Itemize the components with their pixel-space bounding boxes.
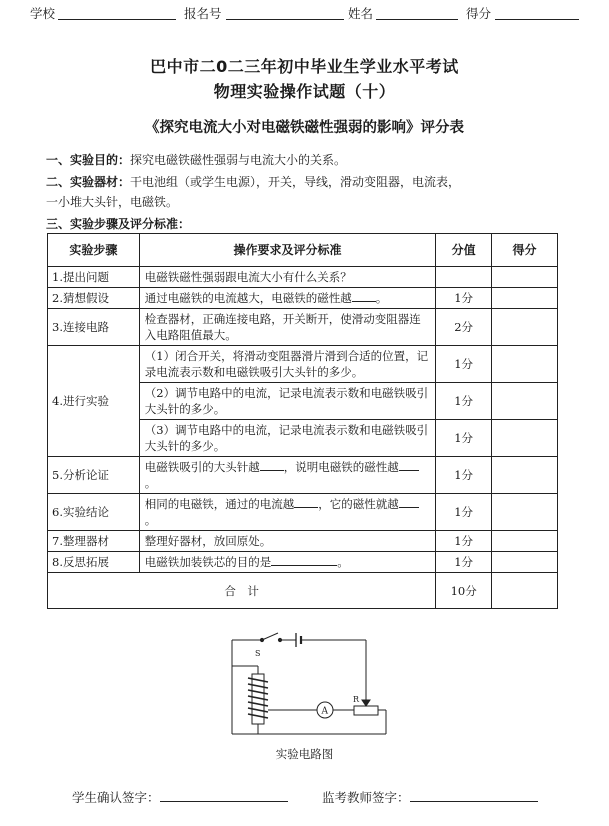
answer-blank[interactable]	[271, 554, 337, 566]
points-cell	[436, 267, 492, 288]
points-cell: 1分	[436, 552, 492, 573]
circuit-diagram	[222, 630, 392, 744]
header-points: 分值	[436, 234, 492, 267]
requirement-cell: （1）闭合开关，将滑动变阻器滑片滑到合适的位置，记录电流表示数和电磁铁吸引大头针的多少。	[139, 346, 435, 383]
step-cell: 3.连接电路	[48, 309, 140, 346]
step-cell: 1.提出问题	[48, 267, 140, 288]
requirement-cell: 相同的电磁铁，通过的电流越 ，它的磁性就越。	[139, 494, 435, 531]
step-cell: 7.整理器材	[48, 531, 140, 552]
equipment-text: 干电池组（或学生电源），开关，导线，滑动变阻器，电流表，	[130, 175, 461, 189]
slider-arrow-icon	[362, 700, 370, 706]
score-sheet-title: 《探究电流大小对电磁铁磁性强弱的影响》评分表	[145, 120, 464, 136]
equipment-text-cont: 一小堆大头针，电磁铁。	[46, 195, 179, 209]
table-row	[48, 552, 558, 573]
purpose-text: 探究电磁铁磁性强弱与电流大小的关系。	[130, 153, 347, 167]
scoring-table	[47, 233, 558, 609]
requirement-cell: 检查器材，正确连接电路，开关断开，使滑动变阻器连入电路阻值最大。	[139, 309, 435, 346]
points-cell: 1分	[436, 494, 492, 531]
exam-title: 巴中市二0二三年初中毕业生学业水平考试	[150, 57, 459, 76]
name-field[interactable]	[376, 19, 458, 20]
total-score-cell[interactable]	[492, 573, 558, 609]
steps-label: 三、实验步骤及评分标准：	[46, 217, 191, 231]
rheostat-icon	[354, 706, 378, 715]
school-field[interactable]	[58, 19, 176, 20]
requirement-cell: 电磁铁磁性强弱跟电流大小有什么关系？	[139, 267, 435, 288]
answer-blank[interactable]	[399, 496, 419, 508]
header-step: 实验步骤	[48, 234, 140, 267]
ammeter-label: A	[321, 706, 328, 717]
step-cell: 2.猜想假设	[48, 288, 140, 309]
step-cell: 6.实验结论	[48, 494, 140, 531]
table-row	[48, 531, 558, 552]
switch-label: S	[255, 649, 261, 658]
equipment-section	[46, 172, 460, 192]
circuit-caption: 实验电路图	[275, 747, 334, 761]
header-info-line	[0, 4, 609, 24]
name-label: 姓名	[348, 6, 374, 21]
score-cell[interactable]	[492, 309, 558, 346]
points-cell: 1分	[436, 346, 492, 383]
total-points: 10分	[436, 573, 492, 609]
equipment-label: 二、实验器材：	[46, 175, 131, 189]
step-cell: 8.反思拓展	[48, 552, 140, 573]
table-row	[48, 267, 558, 288]
score-cell[interactable]	[492, 552, 558, 573]
exam-subtitle: 物理实验操作试题（十）	[213, 82, 396, 101]
score-cell[interactable]	[492, 346, 558, 383]
points-cell: 2分	[436, 309, 492, 346]
table-header-row	[48, 234, 558, 267]
reg-number-label: 报名号	[184, 6, 222, 21]
teacher-signature-field[interactable]	[410, 789, 538, 802]
score-label: 得分	[466, 6, 492, 21]
points-cell: 1分	[436, 288, 492, 309]
student-signature	[72, 788, 288, 806]
table-row	[48, 457, 558, 494]
points-cell: 1分	[436, 383, 492, 420]
table-row	[48, 288, 558, 309]
step-cell: 4.进行实验	[48, 346, 140, 457]
answer-blank[interactable]	[399, 459, 419, 471]
teacher-signature-label: 监考教师签字：	[322, 790, 410, 805]
score-cell[interactable]	[492, 267, 558, 288]
table-row	[48, 309, 558, 346]
total-row	[48, 573, 558, 609]
score-cell[interactable]	[492, 288, 558, 309]
points-cell: 1分	[436, 420, 492, 457]
steps-section	[46, 214, 190, 234]
school-label: 学校	[30, 6, 56, 21]
step-cell: 5.分析论证	[48, 457, 140, 494]
score-cell[interactable]	[492, 457, 558, 494]
requirement-cell: （2）调节电路中的电流，记录电流表示数和电磁铁吸引大头针的多少。	[139, 383, 435, 420]
switch-lever-icon	[262, 633, 278, 640]
score-cell[interactable]	[492, 494, 558, 531]
total-label: 合 计	[48, 573, 436, 609]
answer-blank[interactable]	[294, 496, 318, 508]
requirement-cell: 电磁铁加装铁芯的目的是 。	[139, 552, 435, 573]
requirement-cell: （3）调节电路中的电流，记录电流表示数和电磁铁吸引大头针的多少。	[139, 420, 435, 457]
requirement-cell: 通过电磁铁的电流越大，电磁铁的磁性越 。	[139, 288, 435, 309]
requirement-cell: 电磁铁吸引的大头针越 ，说明电磁铁的磁性越。	[139, 457, 435, 494]
answer-blank[interactable]	[260, 459, 284, 471]
header-score: 得分	[492, 234, 558, 267]
score-field[interactable]	[495, 19, 579, 20]
header-requirements: 操作要求及评分标准	[139, 234, 435, 267]
score-cell[interactable]	[492, 420, 558, 457]
teacher-signature	[322, 788, 538, 806]
resistor-label: R	[353, 695, 360, 704]
student-signature-field[interactable]	[160, 789, 288, 802]
points-cell: 1分	[436, 531, 492, 552]
score-cell[interactable]	[492, 531, 558, 552]
student-signature-label: 学生确认签字：	[72, 790, 160, 805]
purpose-label: 一、实验目的：	[46, 153, 131, 167]
requirement-cell: 整理好器材，放回原处。	[139, 531, 435, 552]
score-cell[interactable]	[492, 383, 558, 420]
table-row	[48, 494, 558, 531]
points-cell: 1分	[436, 457, 492, 494]
purpose-section	[46, 150, 346, 170]
answer-blank[interactable]	[352, 290, 376, 302]
table-row	[48, 346, 558, 383]
reg-number-field[interactable]	[226, 19, 344, 20]
